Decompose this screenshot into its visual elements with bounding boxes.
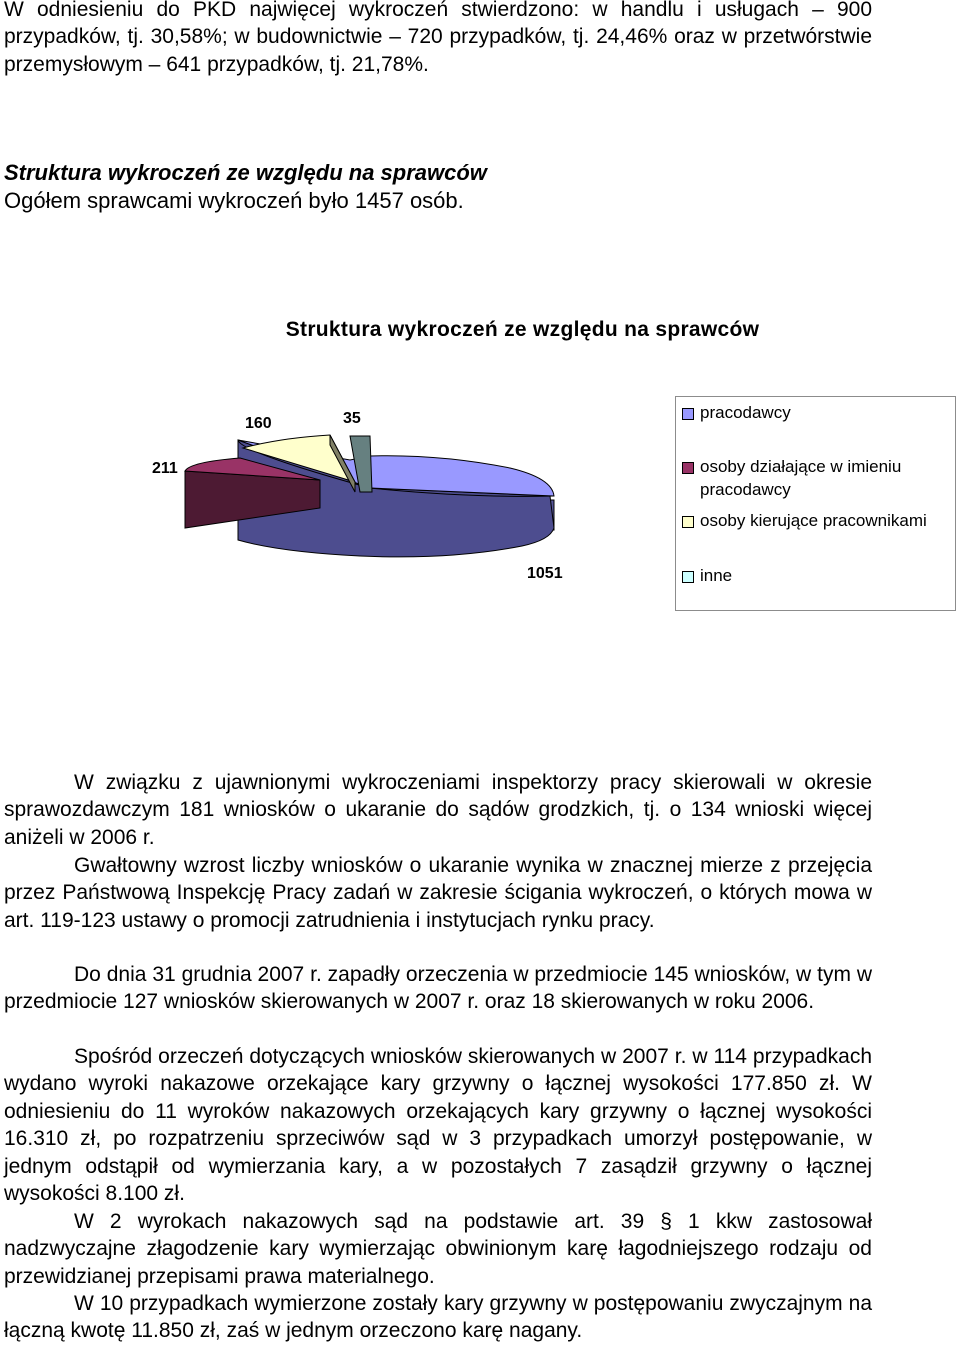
paragraph-5: W 2 wyrokach nakazowych sąd na podstawie art. 39 § 1 kkw zastosował nadzwyczajne złagodzenie kary wymierzając obwinionym karę łagodniejszego rodzaju od przewidzianej przepisami prawa materialnego. xyxy=(4,1210,872,1288)
paragraph-6: W 10 przypadkach wymierzone zostały kary grzywny w postępowaniu zwyczajnym na łączną kwotę 11.850 zł, zaś w jednym orzeczono karę nagany. xyxy=(4,1292,872,1343)
section-subheading: Ogółem sprawcami wykroczeń było 1457 osób. xyxy=(4,188,464,213)
legend-swatch xyxy=(682,408,694,420)
chart-title: Struktura wykroczeń ze względu na sprawców xyxy=(285,318,760,341)
data-label-211: 211 xyxy=(152,460,178,477)
section-heading: Struktura wykroczeń ze względu na sprawców xyxy=(4,160,487,185)
legend-swatch xyxy=(682,571,694,583)
paragraph-4: Spośród orzeczeń dotyczących wniosków skierowanych w 2007 r. w 114 przypadkach wydano wyroki nakazowe orzekające kary grzywny o łącznej wysokości 177.850 zł. W odniesieniu do 11 wyroków nakazowych orzekających kary grzywny o łącznej wysokości 16.310 zł, po rozpatrzeniu sprzeciwów sąd w 3 przypadkach umorzył postępowanie, w jednym odstąpił od wymierzania kary, a w pozostałych 7 zasądził grzywny o łącznej wysokości 8.100 zł. xyxy=(4,1045,872,1206)
intro-paragraph: W odniesieniu do PKD najwięcej wykroczeń stwierdzono: w handlu i usługach – 900 przypadków, tj. 30,58%; w budownictwie – 720 przypadków, tj. 24,46% oraz w przetwórstwie przemysłowym – 641 przypadków, tj. 21,78%. xyxy=(4,0,872,76)
paragraph-2: Gwałtowny wzrost liczby wniosków o ukaranie wynika w znacznej mierze z przejęcia przez Państwową Inspekcję Pracy zadań w zakresie ścigania wykroczeń, o których mowa w art. 119-123 ustawy o promocji zatrudnienia i instytucjach rynku pracy. xyxy=(4,854,872,932)
legend-swatch xyxy=(682,516,694,528)
pie-chart xyxy=(130,380,570,600)
chart-legend: pracodawcy osoby działające w imieniu pracodawcy osoby kierujące pracownikami inne xyxy=(675,396,956,611)
data-label-160: 160 xyxy=(245,415,272,432)
paragraph-3: Do dnia 31 grudnia 2007 r. zapadły orzeczenia w przedmiocie 145 wniosków, w tym w przedmiocie 127 wniosków skierowanych w 2007 r. oraz 18 skierowanych w roku 2006. xyxy=(4,963,872,1014)
paragraph-1: W związku z ujawnionymi wykroczeniami inspektorzy pracy skierowali w okresie sprawozdawczym 181 wniosków o ukaranie do sądów grodzkich, tj. o 134 wnioski więcej aniżeli w 2006 r. xyxy=(4,771,872,849)
legend-swatch xyxy=(682,462,694,474)
data-label-35: 35 xyxy=(343,410,361,427)
data-label-1051: 1051 xyxy=(527,565,563,582)
